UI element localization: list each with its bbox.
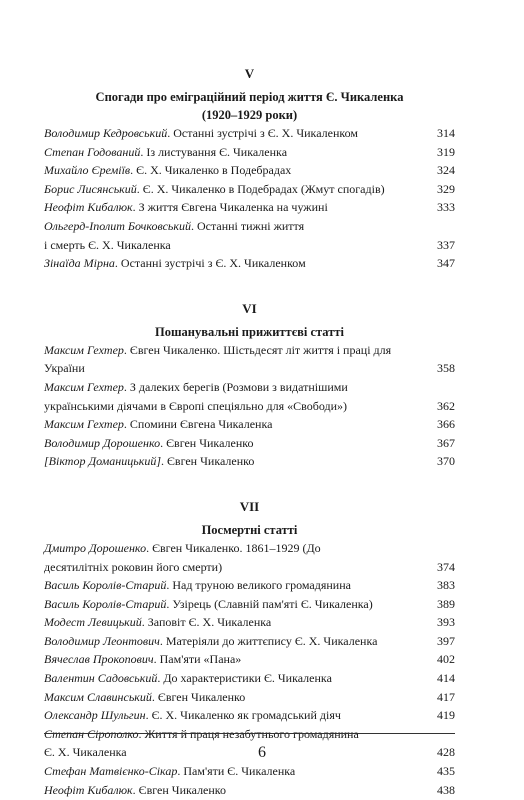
toc-entry-line xyxy=(44,254,455,273)
entry-author: Олександр Шульгин xyxy=(44,708,146,723)
entry-page: 370 xyxy=(437,454,455,469)
entry-author: Василь Королів-Старий xyxy=(44,596,167,611)
author-separator: . xyxy=(130,163,137,178)
entry-author: Михайло Єреміїв xyxy=(44,163,131,178)
entry-text xyxy=(44,688,427,707)
entry-page: 367 xyxy=(437,435,455,450)
toc-entry-line xyxy=(44,341,455,378)
entry-page: 366 xyxy=(437,417,455,432)
entry-title: Заповіт Є. Х. Чикаленка xyxy=(147,615,272,630)
entry-text xyxy=(44,452,427,471)
entry-title: Євген Чикаленко. 1861–1929 (До xyxy=(152,540,321,555)
entry-page: 417 xyxy=(437,689,455,704)
toc-entry-line xyxy=(44,434,455,453)
toc-entry-line xyxy=(44,613,455,632)
entry-text xyxy=(44,576,427,595)
entry-author: Вячеслав Прокопович xyxy=(44,652,154,667)
entry-title: і смерть Є. Х. Чикаленка xyxy=(44,237,171,252)
author-separator: . xyxy=(153,652,160,667)
author-separator: . xyxy=(136,181,143,196)
entry-title: До характеристики Є. Чикаленка xyxy=(163,671,332,686)
toc-entry-line xyxy=(44,143,455,162)
author-separator: . xyxy=(138,726,145,741)
entry-title: Останні тижні життя xyxy=(196,218,305,233)
entry-title: Євген Чикаленко xyxy=(157,689,246,704)
entry-page: 402 xyxy=(437,652,455,667)
entry-text xyxy=(44,236,427,255)
toc-entry-line xyxy=(44,124,455,143)
author-separator: . xyxy=(167,126,174,140)
entry-page: 319 xyxy=(437,144,455,159)
entry-page: 362 xyxy=(437,398,455,413)
toc-entry-line xyxy=(44,236,455,255)
toc-entry-line xyxy=(44,161,455,180)
toc-entry-line xyxy=(44,415,455,434)
entry-author: Зінаїда Мірна xyxy=(44,256,115,271)
toc-entry-line xyxy=(44,378,455,397)
section-number: VI xyxy=(242,300,257,316)
toc-entry-line xyxy=(44,650,455,669)
entry-page: 374 xyxy=(437,559,455,574)
entry-page: 414 xyxy=(437,671,455,686)
author-separator: . xyxy=(177,764,184,779)
entry-text xyxy=(44,762,427,781)
author-separator: . xyxy=(114,256,121,271)
entry-text xyxy=(44,781,427,800)
entry-text xyxy=(44,539,427,558)
entry-text xyxy=(44,254,427,273)
entry-page: 347 xyxy=(437,256,455,271)
table-of-contents xyxy=(44,56,455,799)
entry-title: Євген Чикаленко xyxy=(167,454,255,469)
entry-text xyxy=(44,725,427,744)
entry-text xyxy=(44,558,427,577)
entry-title: Є. Х. Чикаленка xyxy=(44,745,127,760)
author-separator: . xyxy=(123,342,130,357)
entry-title: Останні зустрічі з Є. Х. Чикаленком xyxy=(173,126,358,140)
section-number: V xyxy=(244,66,255,81)
entry-page: 393 xyxy=(437,615,455,630)
author-separator: . xyxy=(132,782,139,797)
entry-author: [Віктор Доманицький] xyxy=(44,454,161,469)
entry-author: Неофіт Кибалюк xyxy=(44,782,133,797)
toc-entry-line xyxy=(44,397,455,416)
entry-title: З життя Євгена Чикаленка на чужині xyxy=(138,200,328,215)
author-separator: . xyxy=(166,578,173,593)
toc-entry-line xyxy=(44,217,455,236)
toc-entry-line xyxy=(44,452,455,471)
author-separator: . xyxy=(160,435,167,450)
author-separator: . xyxy=(161,454,167,469)
toc-entry-line xyxy=(44,688,455,707)
entry-title: Є. Х. Чикаленко в Подебрадах (Жмут спогадів) xyxy=(142,181,385,196)
toc-entry-line xyxy=(44,632,455,651)
entry-text xyxy=(44,595,427,614)
footer-rule xyxy=(44,733,455,734)
author-separator: . xyxy=(140,144,147,159)
entry-text xyxy=(44,124,427,143)
author-separator: . xyxy=(166,596,173,611)
entry-title: Євген Чикаленко xyxy=(166,435,254,450)
entry-author: Стефан Матвієнко-Сікар xyxy=(44,764,178,779)
entry-author: Максим Славинський xyxy=(44,689,152,704)
entry-author: Валентин Садовський xyxy=(44,671,158,686)
entry-author: Максим Гехтер xyxy=(44,379,124,394)
entry-title: Матеріяли до життєпису Є. Х. Чикаленка xyxy=(165,633,378,648)
entry-author: Борис Лисянський xyxy=(44,181,137,196)
entry-page: 337 xyxy=(437,237,455,252)
entry-author: Степан Годований xyxy=(44,144,141,159)
entry-title: Останні зустрічі з Є. Х. Чикаленком xyxy=(120,256,306,271)
toc-entry-line xyxy=(44,198,455,217)
entry-page: 314 xyxy=(437,126,455,140)
author-separator: . xyxy=(132,200,139,215)
entry-page: 419 xyxy=(437,708,455,723)
toc-entry-line xyxy=(44,558,455,577)
author-separator: . xyxy=(151,689,158,704)
entry-page: 324 xyxy=(437,163,455,178)
entry-author: Максим Гехтер xyxy=(44,342,124,357)
author-separator: . xyxy=(159,633,166,648)
section-title: Посмертні статті xyxy=(201,522,298,537)
toc-entry-line xyxy=(44,576,455,595)
entry-text xyxy=(44,143,427,162)
entry-text xyxy=(44,415,427,434)
entry-author: Модест Левицький xyxy=(44,615,142,630)
entry-text xyxy=(44,669,427,688)
toc-entry-line xyxy=(44,669,455,688)
entry-author: Володимир Дорошенко xyxy=(44,435,161,450)
page-number: 6 xyxy=(258,744,266,761)
entry-text xyxy=(44,217,427,236)
author-separator: . xyxy=(146,540,153,555)
entry-text xyxy=(44,198,427,217)
entry-title: Спомини Євгена Чикаленка xyxy=(129,417,273,432)
toc-entry-line xyxy=(44,725,455,744)
entry-text xyxy=(44,434,427,453)
entry-author: Василь Королів-Старий xyxy=(44,578,167,593)
toc-entry-line xyxy=(44,595,455,614)
author-separator: . xyxy=(145,708,152,723)
toc-entry-line xyxy=(44,539,455,558)
section-number: VII xyxy=(239,498,260,514)
entry-page: 428 xyxy=(437,745,455,760)
toc-entry-line xyxy=(44,781,455,800)
entry-text xyxy=(44,378,427,397)
section-title: (1920–1929 роки) xyxy=(201,108,298,122)
entry-title: українськими діячами в Європі спеціяльно для «Свободи») xyxy=(44,398,348,413)
entry-text xyxy=(44,341,427,378)
entry-author: Степан Сірополко xyxy=(44,726,139,741)
entry-author: Неофіт Кибалюк xyxy=(44,200,133,215)
entry-page: 389 xyxy=(437,596,455,611)
entry-text xyxy=(44,397,427,416)
entry-page: 333 xyxy=(437,200,455,215)
entry-page: 435 xyxy=(437,764,455,779)
section-title: Спогади про еміграційний період життя Є. Чикаленка xyxy=(95,90,404,104)
entry-title: Є. Х. Чикаленко в Подебрадах xyxy=(136,163,292,178)
entry-title: десятилітніх роковин його смерти) xyxy=(44,559,223,574)
entry-page: 329 xyxy=(437,181,455,196)
entry-author: Володимир Кедровський xyxy=(44,126,168,140)
entry-title: З далеких берегів (Розмови з видатнішими xyxy=(129,379,348,394)
entry-text xyxy=(44,180,427,199)
entry-page: 383 xyxy=(437,578,455,593)
entry-title: Євген Чикаленко. Шістьдесят літ життя і праці для України xyxy=(44,342,392,376)
section-gap xyxy=(44,471,455,489)
entry-title: Із листування Є. Чикаленка xyxy=(146,144,288,159)
toc-entry-line xyxy=(44,762,455,781)
entry-text xyxy=(44,650,427,669)
entry-page: 397 xyxy=(437,633,455,648)
entry-text xyxy=(44,632,427,651)
entry-title: Над труною великого громадянина xyxy=(172,578,351,593)
author-separator: . xyxy=(123,417,130,432)
entry-page: 358 xyxy=(437,361,455,376)
entry-title: Життя й праця незабутнього громадянина xyxy=(144,726,359,741)
entry-title: Є. Х. Чикаленко як громадський діяч xyxy=(151,708,341,723)
author-separator: . xyxy=(157,671,164,686)
entry-title: Євген Чикаленко xyxy=(138,782,227,797)
toc-entry-line xyxy=(44,180,455,199)
entry-page: 438 xyxy=(437,782,455,797)
entry-author: Максим Гехтер xyxy=(44,417,124,432)
entry-title: Узірець (Славній пам'яті Є. Чикаленка) xyxy=(172,596,373,611)
section-title: Пошанувальні прижиттєві статті xyxy=(155,324,344,339)
entry-title: Пам'яти «Пана» xyxy=(159,652,242,667)
entry-text xyxy=(44,161,427,180)
toc-entry-line xyxy=(44,706,455,725)
entry-text xyxy=(44,706,427,725)
entry-author: Володимир Леонтович xyxy=(44,633,160,648)
author-separator: . xyxy=(123,379,130,394)
entry-text xyxy=(44,613,427,632)
entry-author: Дмитро Дорошенко xyxy=(44,540,147,555)
entry-title: Пам'яти Є. Чикаленка xyxy=(183,764,296,779)
section-gap xyxy=(44,273,455,291)
author-separator: . xyxy=(190,218,197,233)
entry-author: Ольгерд-Іполит Бочковський xyxy=(44,218,191,233)
author-separator: . xyxy=(141,615,148,630)
